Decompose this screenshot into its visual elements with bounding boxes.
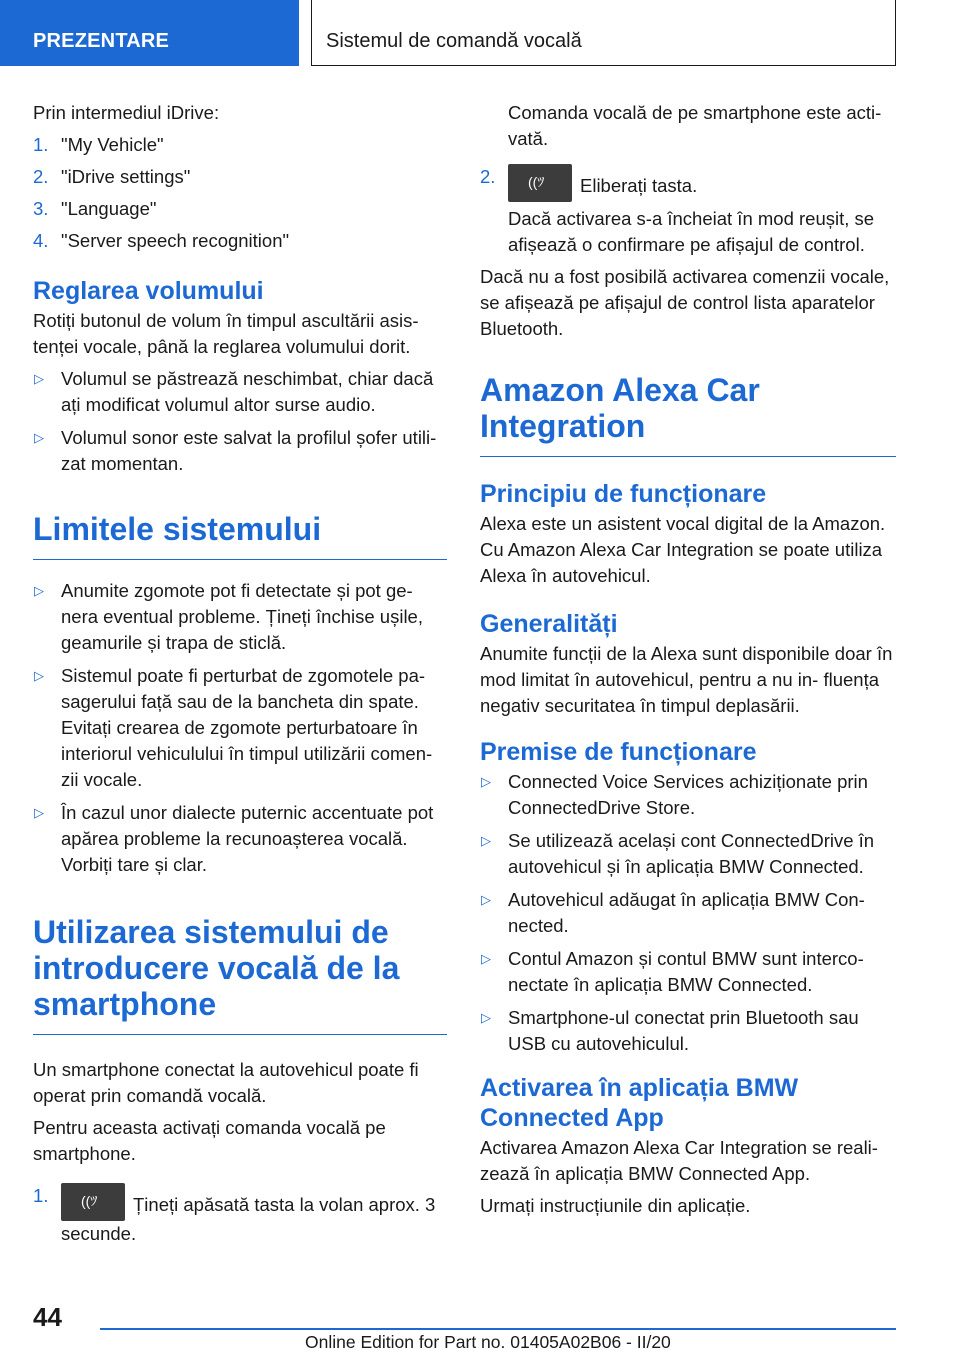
list-item <box>33 663 447 793</box>
step-number: 2. <box>33 166 49 187</box>
bullet-text: Contul Amazon și contul BMW sunt interco- nectate în aplicația BMW Connected. <box>508 948 864 995</box>
step-text: "iDrive settings" <box>61 166 191 187</box>
list-item <box>480 769 896 821</box>
activation-heading: Activarea în aplicația BMW Connected App <box>480 1074 799 1132</box>
premise-heading: Premise de funcționare <box>480 738 757 766</box>
right-column <box>480 100 896 1225</box>
left-column <box>33 100 447 1253</box>
bullet-text: Se utilizează același cont ConnectedDrive în autovehicul și în aplicația BMW Connected. <box>508 830 875 877</box>
page-header <box>0 0 960 66</box>
bullet-triangle-icon: ▷ <box>34 430 44 445</box>
bullet-triangle-icon: ▷ <box>34 371 44 386</box>
list-item <box>33 366 447 418</box>
voice-command-button-icon: ((ﾂ <box>508 164 572 202</box>
step-text: "My Vehicle" <box>61 134 164 155</box>
volume-text: Rotiți butonul de volum în timpul ascultării asis- tenței vocale, până la reglarea volumului dorit. <box>33 310 419 357</box>
principle-heading: Principiu de funcționare <box>480 480 767 508</box>
step-text: "Language" <box>61 198 157 219</box>
bullet-text: Volumul sonor este salvat la profilul șofer utili- zat momentan. <box>61 427 437 474</box>
chapter-title: Sistemul de comandă vocală <box>311 0 896 66</box>
step-continuation: Comanda vocală de pe smartphone este acti- vată. <box>508 102 882 149</box>
smartphone-paragraph-2: Pentru aceasta activați comanda vocală pe smartphone. <box>33 1117 386 1164</box>
bullet-text: Smartphone-ul conectat prin Bluetooth sau USB cu autovehiculul. <box>508 1007 859 1054</box>
list-item <box>480 828 896 880</box>
general-heading: Generalități <box>480 610 618 638</box>
section-tab: PREZENTARE <box>0 0 299 66</box>
premise-bullets <box>480 769 896 1057</box>
list-item <box>33 578 447 656</box>
activation-paragraph-1: Activarea Amazon Alexa Car Integration se reali- zează în aplicația BMW Connected App. <box>480 1137 878 1184</box>
list-item <box>33 164 447 190</box>
step-text: "Server speech recognition" <box>61 230 290 251</box>
limits-heading: Limitele sistemului <box>33 511 447 560</box>
step-number: 4. <box>33 230 49 251</box>
list-item <box>33 425 447 477</box>
smartphone-heading: Utilizarea sistemului de introducere vocală de la smartphone <box>33 914 447 1035</box>
activation-paragraph-2: Urmați instrucțiunile din aplicație. <box>480 1195 751 1216</box>
bullet-text: Volumul se păstrează neschimbat, chiar dacă ați modificat volumul altor surse audio. <box>61 368 434 415</box>
principle-text: Alexa este un asistent vocal digital de la Amazon. Cu Amazon Alexa Car Integration se poate utiliza Alexa în autovehicul. <box>480 513 886 586</box>
step-text: Țineți apăsată tasta la volan aprox. 3 secunde. <box>61 1194 436 1244</box>
step-number: 3. <box>33 198 49 219</box>
list-item <box>480 1005 896 1057</box>
limits-bullets <box>33 578 447 878</box>
list-item <box>33 196 447 222</box>
bullet-triangle-icon: ▷ <box>481 774 491 789</box>
smartphone-steps <box>33 1183 447 1247</box>
alexa-heading: Amazon Alexa Car Integration <box>480 372 896 457</box>
step-continuation: Dacă activarea s-a încheiat în mod reușit, se afișează o confirmare pe afișajul de control. <box>508 208 875 255</box>
list-item <box>480 887 896 939</box>
list-item <box>33 228 447 254</box>
footer-divider <box>100 1328 896 1330</box>
list-item <box>480 946 896 998</box>
voice-command-button-icon: ((ﾂ <box>61 1183 125 1221</box>
page-number: 44 <box>33 1302 62 1332</box>
list-item <box>33 1183 447 1247</box>
bullet-triangle-icon: ▷ <box>481 951 491 966</box>
step-number: 2. <box>480 166 496 187</box>
intro-text: Prin intermediul iDrive: <box>33 102 220 123</box>
bullet-text: Connected Voice Services achiziționate prin ConnectedDrive Store. <box>508 771 868 818</box>
fail-text: Dacă nu a fost posibilă activarea comenzii vocale, se afișează pe afișajul de control lista aparatelor Bluetooth. <box>480 266 890 339</box>
list-item <box>480 164 896 258</box>
volume-bullets <box>33 366 447 477</box>
menu-steps-list <box>33 132 447 254</box>
bullet-triangle-icon: ▷ <box>34 805 44 820</box>
general-text: Anumite funcții de la Alexa sunt disponibile doar în mod limitat în autovehicul, pentru a nu in- fluența negativ securitatea în timpul deplasării. <box>480 643 893 716</box>
edition-text: Online Edition for Part no. 01405A02B06 - II/20 <box>305 1332 671 1352</box>
list-item <box>33 800 447 878</box>
bullet-text: În cazul unor dialecte puternic accentuate pot apărea probleme la recunoașterea vocală. Vorbiți tare și clar. <box>61 802 434 875</box>
smartphone-paragraph-1: Un smartphone conectat la autovehicul poate fi operat prin comandă vocală. <box>33 1059 419 1106</box>
bullet-triangle-icon: ▷ <box>34 583 44 598</box>
smartphone-steps-continued <box>480 164 896 258</box>
bullet-triangle-icon: ▷ <box>481 833 491 848</box>
bullet-text: Anumite zgomote pot fi detectate și pot ge- nera eventual probleme. Țineți închise ușile, geamurile și trapa de sticlă. <box>61 580 423 653</box>
volume-heading: Reglarea volumului <box>33 277 264 305</box>
step-text: Eliberați tasta. <box>580 175 698 196</box>
bullet-triangle-icon: ▷ <box>481 1010 491 1025</box>
bullet-text: Sistemul poate fi perturbat de zgomotele pa- sagerului față sau de la bancheta din spate. Evitați crearea de zgomote perturbatoare în interiorul vehiculului în timpul utilizării comen- zii vocale. <box>61 665 433 790</box>
bullet-triangle-icon: ▷ <box>481 892 491 907</box>
bullet-triangle-icon: ▷ <box>34 668 44 683</box>
step-number: 1. <box>33 1185 49 1206</box>
step-number: 1. <box>33 134 49 155</box>
bullet-text: Autovehicul adăugat în aplicația BMW Con- nected. <box>508 889 865 936</box>
list-item <box>33 132 447 158</box>
